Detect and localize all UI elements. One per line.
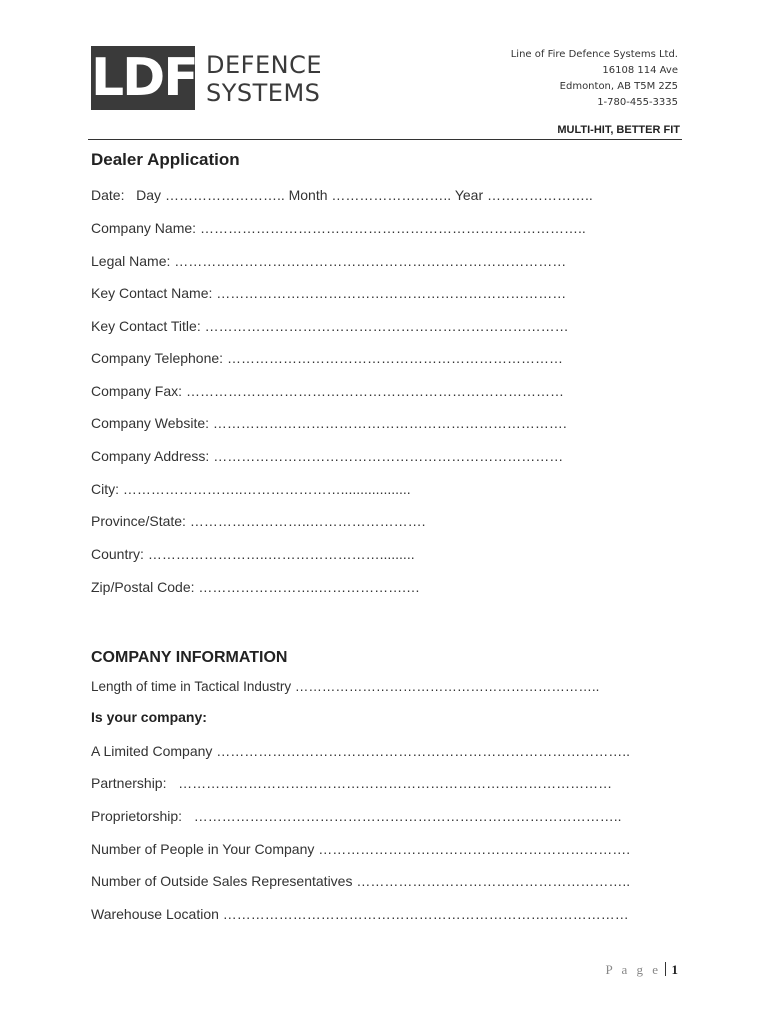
field-label: City:	[91, 481, 119, 497]
field-input[interactable]: …………………………………………………………………	[216, 285, 567, 301]
company-street: 16108 114 Ave	[602, 65, 678, 76]
field-input[interactable]: ………………………………………………………………	[226, 350, 563, 366]
field-province-state	[91, 512, 426, 530]
field-input[interactable]: ………………………………………………………………………..	[199, 220, 586, 236]
field-input[interactable]: ………………………………………………………………………	[185, 383, 564, 399]
field-label: A Limited Company	[91, 743, 213, 759]
field-input[interactable]: ……………………..…………………….	[189, 513, 426, 529]
field-country	[91, 545, 415, 563]
company-address-block	[511, 47, 678, 111]
field-label: Proprietorship:	[91, 808, 183, 824]
field-legal-name	[91, 252, 566, 270]
field-input[interactable]: …………………………………………………………………………………	[178, 775, 613, 791]
field-company-address	[91, 447, 563, 465]
field-number-of-people	[91, 840, 630, 858]
field-length-in-industry	[91, 678, 599, 696]
day-field[interactable]: ……………………..	[164, 187, 285, 203]
field-company-website	[91, 414, 567, 432]
section-heading-company-information: COMPANY INFORMATION	[91, 649, 288, 666]
field-label: Key Contact Title:	[91, 318, 201, 334]
field-label: Company Address:	[91, 448, 210, 464]
day-label: Day	[136, 187, 162, 203]
month-field[interactable]: ……………………..	[331, 187, 452, 203]
field-label: Warehouse Location	[91, 906, 219, 922]
company-logo	[91, 46, 331, 112]
field-label: Province/State:	[91, 513, 186, 529]
tagline: MULTI-HIT, BETTER FIT	[557, 124, 680, 136]
field-partnership	[91, 774, 612, 792]
field-proprietorship	[91, 807, 622, 825]
field-label: Number of People in Your Company	[91, 841, 315, 857]
field-input[interactable]: ………………………………………………………….	[318, 841, 631, 857]
logo-word-defence: DEFENCE	[206, 51, 322, 79]
field-label: Key Contact Name:	[91, 285, 213, 301]
field-label: Country:	[91, 546, 144, 562]
page-footer	[605, 962, 678, 978]
date-row	[91, 186, 593, 204]
field-label: Partnership:	[91, 775, 167, 791]
field-limited-company	[91, 742, 630, 760]
field-label: Number of Outside Sales Representatives	[91, 873, 353, 889]
field-company-telephone	[91, 349, 563, 367]
field-zip-postal-code	[91, 578, 420, 596]
field-input[interactable]: …………………………………………………………..	[294, 679, 600, 694]
company-city: Edmonton, AB T5M 2Z5	[559, 81, 678, 92]
field-input[interactable]: ……………………..…………………..................	[122, 481, 411, 497]
subheading-is-your-company: Is your company:	[91, 709, 207, 725]
field-label: Company Fax:	[91, 383, 183, 399]
field-key-contact-name	[91, 284, 566, 302]
month-label: Month	[288, 187, 328, 203]
field-label: Company Website:	[91, 415, 210, 431]
field-company-fax	[91, 382, 564, 400]
company-name: Line of Fire Defence Systems Ltd.	[510, 49, 678, 60]
logo-mark	[91, 46, 195, 110]
field-key-contact-title	[91, 317, 569, 335]
year-field[interactable]: …………………..	[487, 187, 593, 203]
field-input[interactable]: ………………………………………………………………….	[212, 415, 567, 431]
date-label: Date:	[91, 187, 125, 203]
field-input[interactable]: ……………………………………………………………………………	[222, 906, 629, 922]
field-label: Zip/Postal Code:	[91, 579, 195, 595]
logo-word-systems: SYSTEMS	[206, 79, 321, 107]
field-label: Length of time in Tactical Industry	[91, 679, 292, 694]
field-label: Company Telephone:	[91, 350, 224, 366]
field-input[interactable]: ……………………..……………….…	[198, 579, 421, 595]
field-input[interactable]: …………………………………………………..	[356, 873, 631, 889]
field-warehouse-location	[91, 905, 629, 923]
page-label: P a g e	[605, 962, 661, 977]
field-city	[91, 480, 411, 498]
logo-mark-text: LDF	[91, 48, 197, 108]
year-label: Year	[454, 187, 484, 203]
field-input[interactable]: ……………………..…………………….........	[147, 546, 415, 562]
page-title: Dealer Application	[91, 150, 240, 169]
field-outside-sales-reps	[91, 872, 630, 890]
page-separator	[665, 962, 666, 976]
header-divider	[88, 139, 682, 140]
company-phone: 1-780-455-3335	[597, 97, 678, 108]
field-input[interactable]: ……………………………………………………………………	[204, 318, 569, 334]
field-label: Company Name:	[91, 220, 197, 236]
field-label: Legal Name:	[91, 253, 171, 269]
field-input[interactable]: …………………………………………………………………………	[174, 253, 567, 269]
field-input[interactable]: …………………………………………………………………	[213, 448, 564, 464]
field-input[interactable]: ……………………………………………………………………………..	[216, 743, 631, 759]
field-company-name	[91, 219, 586, 237]
page-number: 1	[671, 962, 678, 977]
field-input[interactable]: ………………………………………………………………………………..	[193, 808, 622, 824]
